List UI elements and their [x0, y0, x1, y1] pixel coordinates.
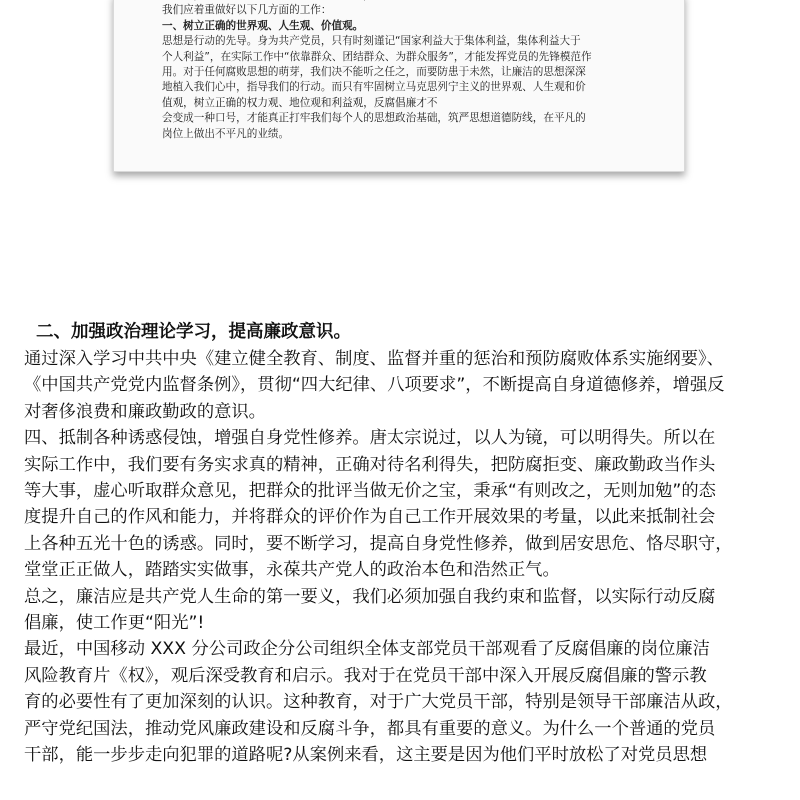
paragraph-line: 对奢侈浪费和廉政勤政的意识。: [24, 401, 266, 422]
paragraph-line: 堂堂正正做人，踏踏实实做事，永葆共产党人的政治本色和浩然正气。: [24, 560, 560, 581]
scan-line: 个人利益”，在实际工作中“依靠群众、团结群众、为群众服务”，才能发挥党员的先锋模范作: [162, 50, 592, 63]
scanned-page-image: [113, 0, 685, 172]
paragraph-line: 《中国共产党党内监督条例》，贯彻“四大纪律、八项要求”，不断提高自身道德修养，增强反: [24, 375, 725, 396]
scan-line: 我们应着重做好以下几方面的工作：: [162, 4, 332, 17]
paragraph-line: 倡廉，使工作更“阳光”!: [24, 613, 205, 634]
document-body: [24, 318, 784, 769]
scan-section-heading: 一、树立正确的世界观、人生观、价值观。: [162, 19, 364, 32]
paragraph-line: 总之，廉洁应是共产党人生命的第一要义，我们必须加强自我约束和监督，以实际行动反腐: [24, 586, 716, 607]
scan-line: 岗位上做出不平凡的业绩。: [162, 127, 290, 140]
section-heading: 二、加强政治理论学习，提高廉政意识。: [36, 322, 351, 342]
paragraph-line: 度提升自己的作风和能力，并将群众的评价作为自己工作开展效果的考量，以此来抵制社会: [24, 507, 716, 528]
paragraph-line: 通过深入学习中共中央《建立健全教育、制度、监督并重的惩治和预防腐败体系实施纲要》、: [24, 349, 724, 369]
paragraph-line: 风险教育片《权》，观后深受教育和启示。我对于在党员干部中深入开展反腐倡廉的警示教: [24, 665, 707, 686]
scan-line: 地植入我们心中，指导我们的行动。而只有牢固树立马克思列宁主义的世界观、人生观和价: [162, 81, 586, 94]
scan-line: 会变成一种口号，才能真正打牢我们每个人的思想政治基础，筑严思想道德防线，在平凡的: [162, 112, 586, 125]
paragraph-line: 最近，中国移动 XXX 分公司政企分公司组织全体支部党员干部观看了反腐倡廉的岗位廉洁: [24, 639, 710, 660]
paragraph-line: 干部，能一步步走向犯罪的道路呢?从案例来看，这主要是因为他们平时放松了对党员思想: [24, 745, 708, 766]
paragraph-line: 育的必要性有了更加深刻的认识。这种教育，对于广大党员干部，特别是领导干部廉洁从政，: [24, 692, 733, 713]
scan-line: 用。对于任何腐败思想的萌芽，我们决不能听之任之，而要防患于未然，让廉洁的思想深深: [162, 66, 586, 79]
paragraph-line: 等大事，虚心听取群众意见，把群众的批评当做无价之宝，秉承“有则改之，无则加勉”的态: [24, 481, 716, 502]
paragraph-line: 实际工作中，我们要有务实求真的精神，正确对待名利得失，把防腐拒变、廉政勤政当作头: [24, 454, 716, 475]
paragraph-line: 严守党纪国法，推动党风廉政建设和反腐斗争，都具有重要的意义。为什么一个普通的党员: [24, 718, 716, 739]
paragraph-line: 四、抵制各种诱惑侵蚀，增强自身党性修养。唐太宗说过，以人为镜，可以明得失。所以在: [24, 428, 716, 449]
paragraph-line: 上各种五光十色的诱惑。同时，要不断学习，提高自身党性修养，做到居安思危、恪尽职守，: [24, 533, 733, 554]
scan-line: 值观，树立正确的权力观、地位观和利益观，反腐倡廉才不: [162, 96, 438, 109]
scan-line: 思想是行动的先导。身为共产党员，只有时刻谨记“国家利益大于集体利益，集体利益大于: [162, 35, 581, 48]
scanned-page-text: [114, 0, 684, 142]
